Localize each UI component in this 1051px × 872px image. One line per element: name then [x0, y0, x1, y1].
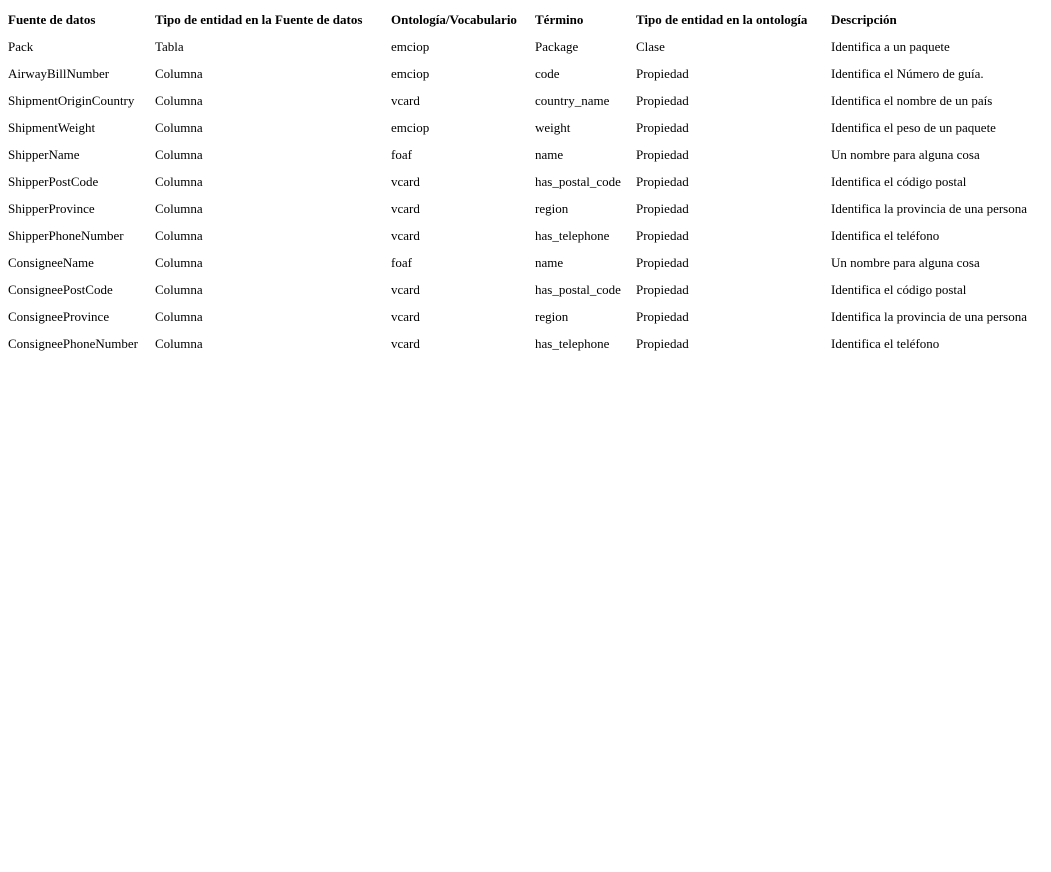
- table-row: [4, 222, 1031, 249]
- cell-descripcion: Un nombre para alguna cosa: [831, 147, 980, 162]
- cell-tipo-entidad-fuente: Columna: [155, 282, 203, 297]
- cell-tipo-entidad-ontologia: Propiedad: [636, 309, 689, 324]
- cell-tipo-entidad-fuente: Tabla: [155, 39, 184, 54]
- table-row: [4, 114, 1031, 141]
- cell-tipo-entidad-ontologia: Propiedad: [636, 174, 689, 189]
- cell-termino: has_telephone: [535, 336, 610, 351]
- cell-termino: has_telephone: [535, 228, 610, 243]
- cell-termino: code: [535, 66, 560, 81]
- cell-descripcion: Identifica la provincia de una persona: [831, 309, 1027, 324]
- cell-tipo-entidad-fuente: Columna: [155, 147, 203, 162]
- table-row: [4, 276, 1031, 303]
- header-tipo-entidad-ontologia: Tipo de entidad en la ontología: [636, 12, 808, 27]
- table-row: [4, 87, 1031, 114]
- cell-tipo-entidad-fuente: Columna: [155, 120, 203, 135]
- header-termino: Término: [535, 12, 584, 27]
- cell-tipo-entidad-ontologia: Clase: [636, 39, 665, 54]
- cell-ontologia-vocabulario: vcard: [391, 201, 420, 216]
- header-tipo-entidad-fuente: Tipo de entidad en la Fuente de datos: [155, 12, 363, 27]
- cell-fuente-de-datos: ShipperPostCode: [8, 174, 99, 189]
- table-row: [4, 60, 1031, 87]
- cell-tipo-entidad-ontologia: Propiedad: [636, 120, 689, 135]
- cell-fuente-de-datos: ConsigneeProvince: [8, 309, 110, 324]
- cell-ontologia-vocabulario: emciop: [391, 66, 430, 81]
- cell-descripcion: Identifica la provincia de una persona: [831, 201, 1027, 216]
- cell-termino: has_postal_code: [535, 282, 621, 297]
- cell-fuente-de-datos: ShipmentWeight: [8, 120, 96, 135]
- cell-tipo-entidad-ontologia: Propiedad: [636, 93, 689, 108]
- cell-tipo-entidad-ontologia: Propiedad: [636, 336, 689, 351]
- cell-tipo-entidad-ontologia: Propiedad: [636, 201, 689, 216]
- cell-tipo-entidad-ontologia: Propiedad: [636, 228, 689, 243]
- cell-descripcion: Identifica a un paquete: [831, 39, 950, 54]
- cell-tipo-entidad-fuente: Columna: [155, 201, 203, 216]
- cell-fuente-de-datos: ShipperName: [8, 147, 80, 162]
- cell-descripcion: Identifica el Número de guía.: [831, 66, 984, 81]
- table-row: [4, 303, 1031, 330]
- cell-tipo-entidad-ontologia: Propiedad: [636, 255, 689, 270]
- cell-ontologia-vocabulario: vcard: [391, 336, 420, 351]
- cell-tipo-entidad-fuente: Columna: [155, 309, 203, 324]
- cell-fuente-de-datos: ConsigneeName: [8, 255, 94, 270]
- cell-tipo-entidad-fuente: Columna: [155, 336, 203, 351]
- cell-termino: name: [535, 147, 564, 162]
- cell-ontologia-vocabulario: vcard: [391, 174, 420, 189]
- cell-descripcion: Un nombre para alguna cosa: [831, 255, 980, 270]
- mapping-table: [4, 6, 1031, 357]
- cell-termino: name: [535, 255, 564, 270]
- header-ontologia-vocabulario: Ontología/Vocabulario: [391, 12, 517, 27]
- cell-ontologia-vocabulario: foaf: [391, 255, 412, 270]
- header-row: [4, 6, 1031, 33]
- cell-ontologia-vocabulario: emciop: [391, 120, 430, 135]
- cell-descripcion: Identifica el peso de un paquete: [831, 120, 996, 135]
- cell-fuente-de-datos: ShipperProvince: [8, 201, 95, 216]
- table-row: [4, 33, 1031, 60]
- cell-tipo-entidad-fuente: Columna: [155, 66, 203, 81]
- cell-tipo-entidad-ontologia: Propiedad: [636, 147, 689, 162]
- cell-termino: region: [535, 309, 569, 324]
- cell-fuente-de-datos: ConsigneePhoneNumber: [8, 336, 138, 351]
- cell-tipo-entidad-ontologia: Propiedad: [636, 66, 689, 81]
- cell-termino: weight: [535, 120, 571, 135]
- cell-termino: region: [535, 201, 569, 216]
- cell-fuente-de-datos: ShipmentOriginCountry: [8, 93, 135, 108]
- cell-ontologia-vocabulario: vcard: [391, 282, 420, 297]
- cell-descripcion: Identifica el nombre de un país: [831, 93, 993, 108]
- table-row: [4, 141, 1031, 168]
- table-row: [4, 330, 1031, 357]
- cell-tipo-entidad-fuente: Columna: [155, 93, 203, 108]
- cell-termino: has_postal_code: [535, 174, 621, 189]
- table-row: [4, 168, 1031, 195]
- table-header: [4, 6, 1031, 33]
- header-fuente-de-datos: Fuente de datos: [8, 12, 96, 27]
- cell-tipo-entidad-fuente: Columna: [155, 174, 203, 189]
- cell-fuente-de-datos: Pack: [8, 39, 34, 54]
- cell-fuente-de-datos: ConsigneePostCode: [8, 282, 113, 297]
- cell-descripcion: Identifica el teléfono: [831, 228, 940, 243]
- table-row: [4, 195, 1031, 222]
- header-descripcion: Descripción: [831, 12, 897, 27]
- cell-termino: country_name: [535, 93, 610, 108]
- table-row: [4, 249, 1031, 276]
- cell-descripcion: Identifica el código postal: [831, 282, 967, 297]
- cell-descripcion: Identifica el teléfono: [831, 336, 940, 351]
- cell-ontologia-vocabulario: vcard: [391, 309, 420, 324]
- cell-ontologia-vocabulario: foaf: [391, 147, 412, 162]
- cell-tipo-entidad-fuente: Columna: [155, 228, 203, 243]
- cell-tipo-entidad-fuente: Columna: [155, 255, 203, 270]
- cell-ontologia-vocabulario: vcard: [391, 228, 420, 243]
- cell-ontologia-vocabulario: vcard: [391, 93, 420, 108]
- cell-termino: Package: [535, 39, 579, 54]
- table-body: [4, 33, 1031, 357]
- cell-descripcion: Identifica el código postal: [831, 174, 967, 189]
- cell-fuente-de-datos: ShipperPhoneNumber: [8, 228, 124, 243]
- cell-fuente-de-datos: AirwayBillNumber: [8, 66, 110, 81]
- cell-ontologia-vocabulario: emciop: [391, 39, 430, 54]
- cell-tipo-entidad-ontologia: Propiedad: [636, 282, 689, 297]
